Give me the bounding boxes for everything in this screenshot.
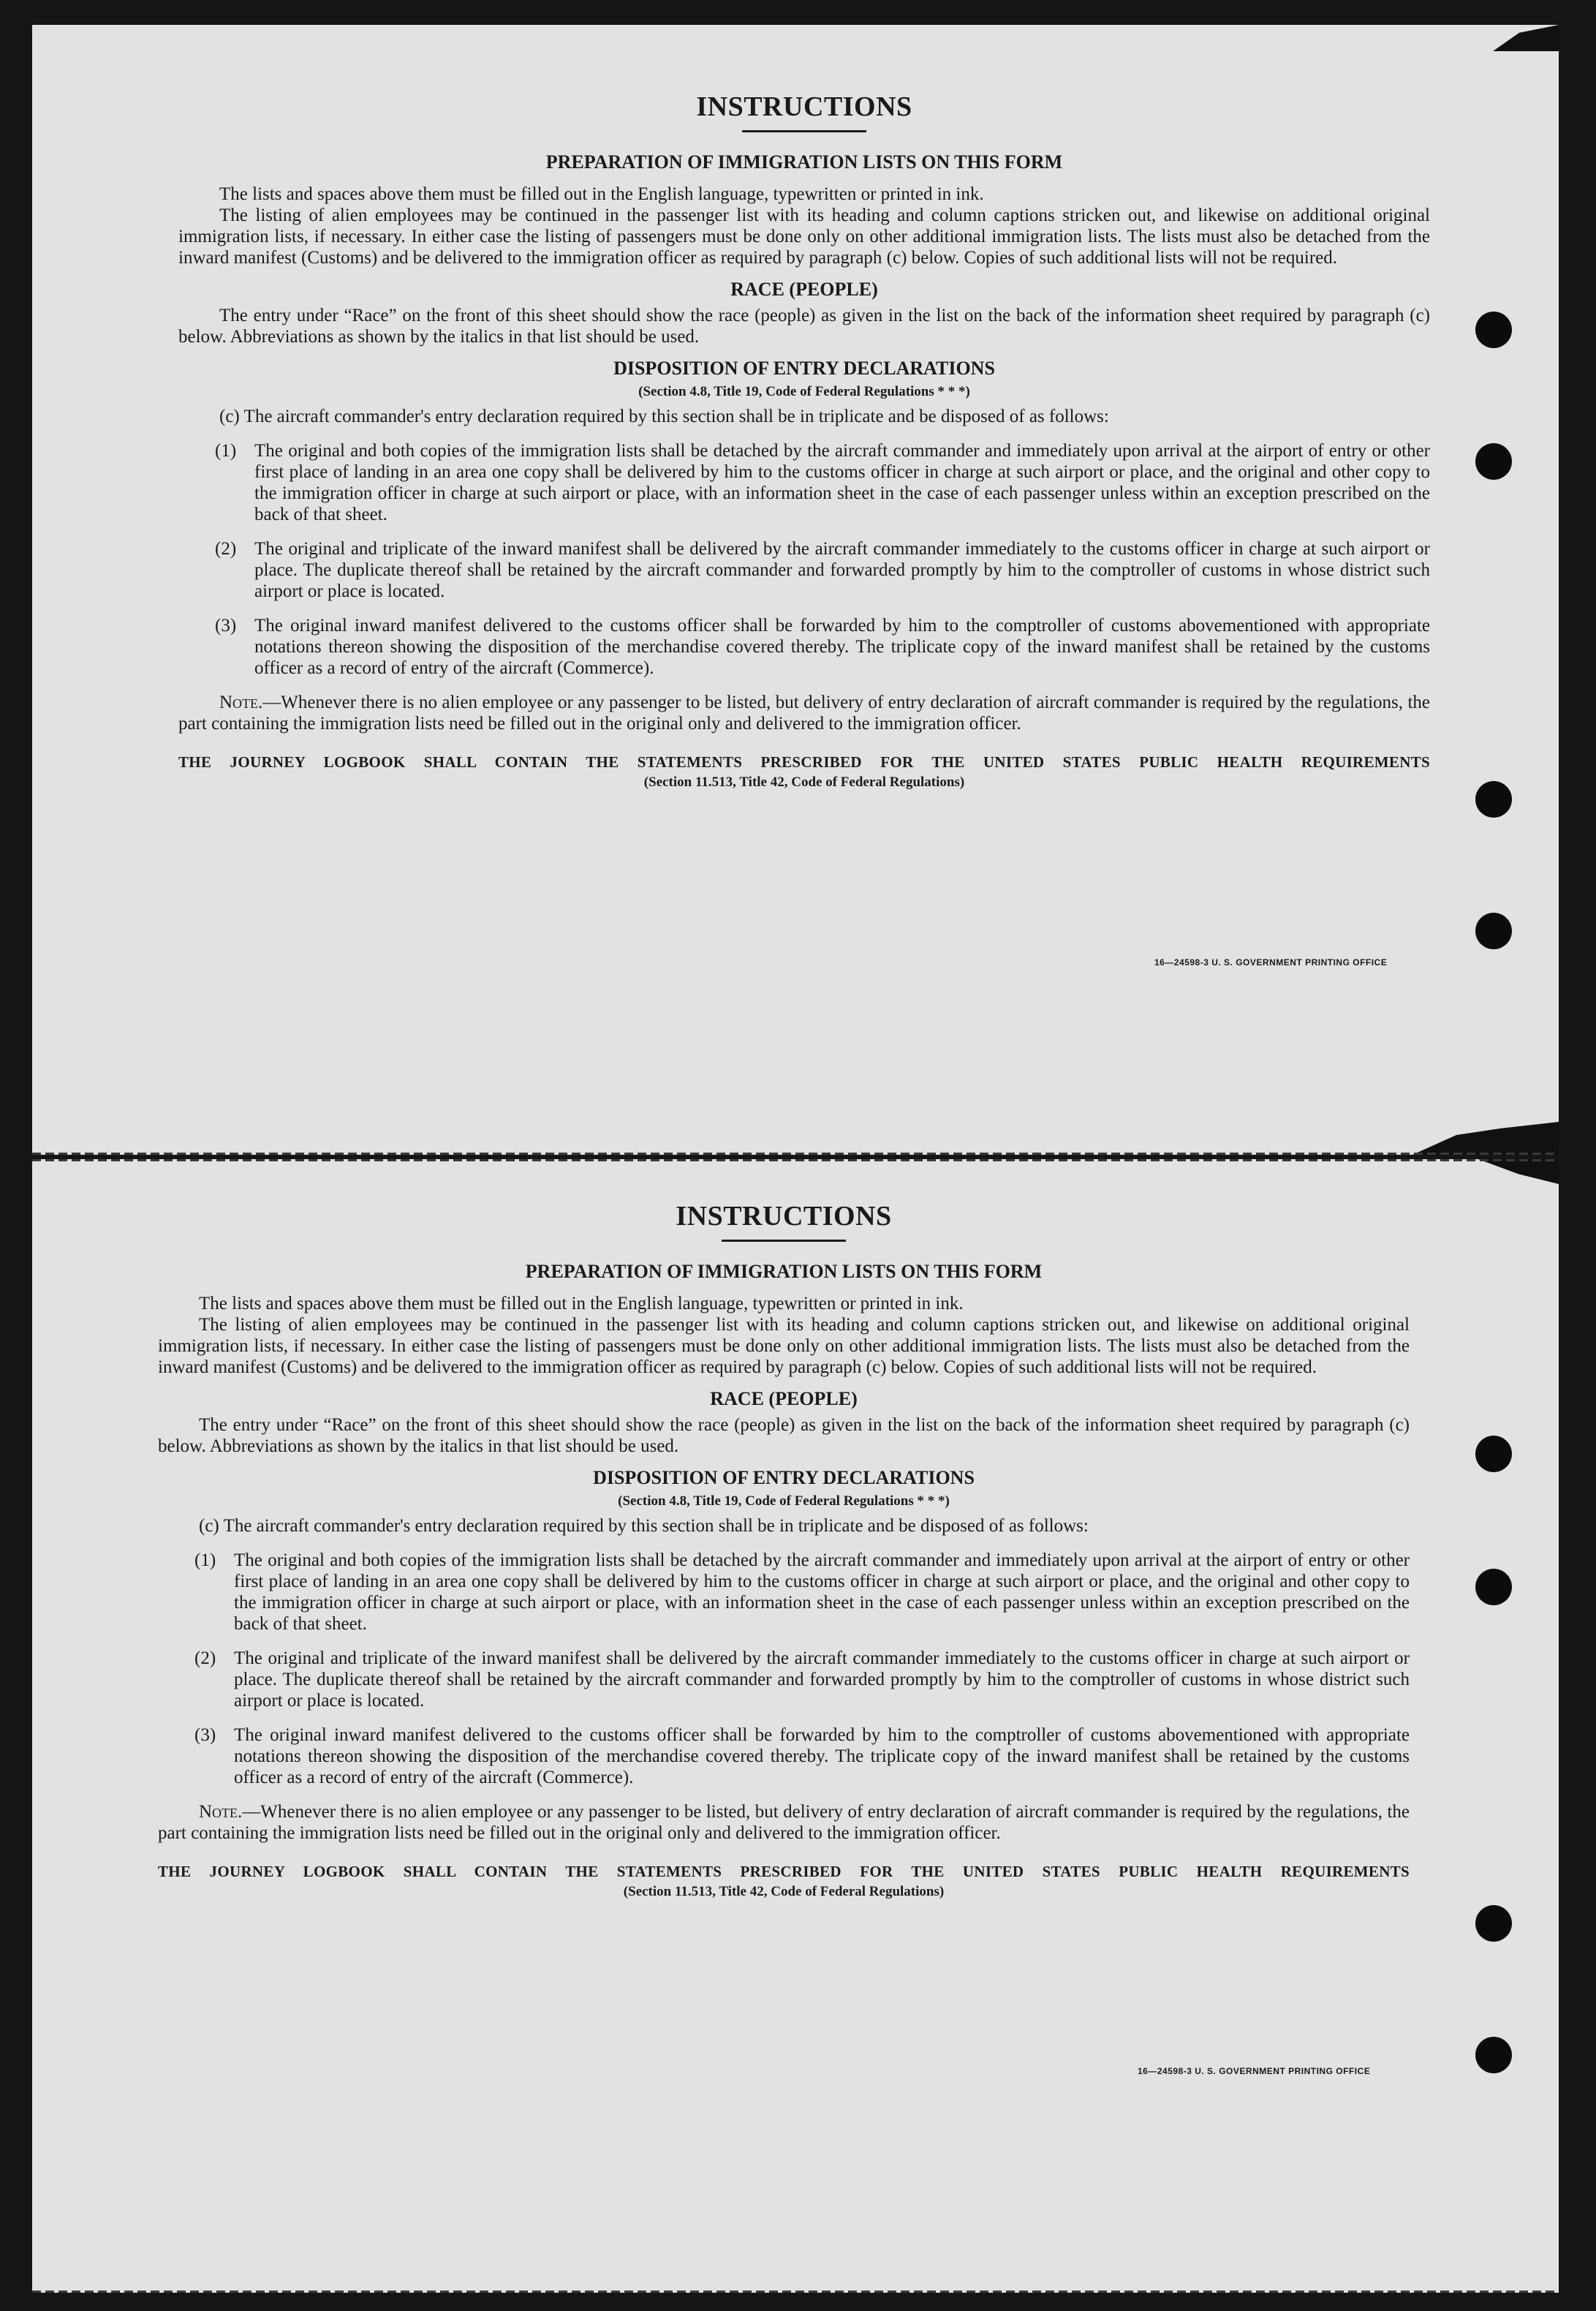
- torn-corner: [1478, 1159, 1559, 1184]
- printer-code: 16—24598-3 U. S. GOVERNMENT PRINTING OFFICE: [1154, 957, 1388, 968]
- paragraph: (c) The aircraft commander's entry declaration required by this section shall be in triplicate and be disposed of as follows:: [199, 1516, 1089, 1536]
- note-paragraph: [158, 1801, 1410, 1844]
- instruction-sheet-bottom: [32, 1159, 1559, 2293]
- list-item: [178, 615, 1430, 679]
- section-heading-preparation: PREPARATION OF IMMIGRATION LISTS ON THIS FORM: [525, 1261, 1043, 1282]
- title-rule: [722, 1240, 846, 1242]
- section-heading-disposition: DISPOSITION OF ENTRY DECLARATIONS: [613, 358, 995, 379]
- torn-edge: [1412, 1122, 1559, 1155]
- logbook-citation: (Section 11.513, Title 42, Code of Federal Regulations): [643, 774, 965, 790]
- logbook-statement: THE JOURNEY LOGBOOK SHALL CONTAIN THE STATEMENTS PRESCRIBED FOR THE UNITED STATES PUBLIC HEALTH REQUIREMENTS: [178, 753, 1430, 771]
- item-number: (3): [194, 1725, 216, 1745]
- punch-hole: [1475, 913, 1512, 949]
- page-title: INSTRUCTIONS: [696, 91, 912, 122]
- perforation-edge: [32, 1153, 1559, 1155]
- list-item: [158, 1648, 1410, 1711]
- list-item: [178, 440, 1430, 525]
- punch-hole: [1475, 1569, 1512, 1605]
- punch-hole: [1475, 312, 1512, 348]
- note-paragraph: [178, 692, 1430, 734]
- printer-code: 16—24598-3 U. S. GOVERNMENT PRINTING OFFICE: [1138, 2066, 1371, 2076]
- paragraph: The lists and spaces above them must be filled out in the English language, typewritten or printed in ink.: [199, 1294, 964, 1313]
- item-text: The original and triplicate of the inward manifest shall be delivered by the aircraft commander immediately to the customs officer in charge at such airport or place. The duplicate thereof shall be retained by the aircraft commander and forwarded promptly by him to the comptroller of customs in whose district such airport or place is located.: [234, 1648, 1410, 1711]
- item-number: (2): [215, 539, 237, 559]
- punch-hole: [1475, 443, 1512, 480]
- section-heading-preparation: PREPARATION OF IMMIGRATION LISTS ON THIS FORM: [545, 151, 1063, 173]
- page-title: INSTRUCTIONS: [676, 1201, 892, 1232]
- logbook-statement: THE JOURNEY LOGBOOK SHALL CONTAIN THE STATEMENTS PRESCRIBED FOR THE UNITED STATES PUBLIC HEALTH REQUIREMENTS: [158, 1863, 1410, 1880]
- paragraph: The lists and spaces above them must be filled out in the English language, typewritten or printed in ink.: [219, 184, 984, 204]
- section-heading-race: RACE (PEOPLE): [730, 279, 878, 300]
- note-text: —Whenever there is no alien employee or any passenger to be listed, but delivery of entry declaration of aircraft commander is required by the regulations, the part containing the immigration lists need be filled out in the original only and delivered to the immigration officer.: [178, 693, 1430, 734]
- sheet-content: [178, 91, 1430, 791]
- punch-hole: [1475, 781, 1512, 818]
- list-item: [158, 1724, 1410, 1788]
- sheet-content: [158, 1200, 1410, 1900]
- item-number: (3): [215, 616, 237, 636]
- item-number: (1): [215, 441, 237, 461]
- title-rule: [742, 130, 866, 132]
- list-item: [178, 538, 1430, 602]
- regulation-citation: (Section 4.8, Title 19, Code of Federal Regulations * * *): [618, 1493, 950, 1509]
- paragraph: The listing of alien employees may be continued in the passenger list with its heading and column captions stricken out, and likewise on additional original immigration lists, if necessary. In either case the listing of passengers must be done only on other additional immigration lists. The lists must also be detached from the inward manifest (Customs) and be delivered to the immigration officer as required by paragraph (c) below. Copies of such additional lists will not be required.: [178, 206, 1430, 268]
- paragraph: The entry under “Race” on the front of this sheet should show the race (people) as given in the list on the back of the information sheet required by paragraph (c) below. Abbreviations as shown by the italics in that list should be used.: [158, 1415, 1410, 1456]
- item-text: The original and triplicate of the inward manifest shall be delivered by the aircraft commander immediately to the customs officer in charge at such airport or place. The duplicate thereof shall be retained by the aircraft commander and forwarded promptly by him to the comptroller of customs in whose district such airport or place is located.: [254, 539, 1430, 601]
- paragraph: The entry under “Race” on the front of this sheet should show the race (people) as given in the list on the back of the information sheet required by paragraph (c) below. Abbreviations as shown by the italics in that list should be used.: [178, 306, 1430, 347]
- instruction-sheet-top: [32, 25, 1559, 1155]
- punch-hole: [1475, 1436, 1512, 1472]
- item-text: The original and both copies of the immigration lists shall be detached by the aircraft commander and immediately upon arrival at the airport of entry or other first place of landing in an area one copy shall be delivered by him to the customs officer in charge at such airport or place, and the original and other copy to the immigration officer in charge at such airport or place, with an information sheet in the case of each passenger unless within an exception prescribed on the back of that sheet.: [254, 441, 1430, 524]
- list-item: [158, 1550, 1410, 1635]
- item-text: The original inward manifest delivered to the customs officer shall be forwarded by him to the comptroller of customs abovementioned with appropriate notations thereon showing the disposition of the merchandise covered thereby. The triplicate copy of the inward manifest shall be retained by the customs officer as a record of entry of the aircraft (Commerce).: [254, 616, 1430, 678]
- section-heading-race: RACE (PEOPLE): [710, 1388, 858, 1409]
- note-label: Note.: [199, 1802, 243, 1822]
- punch-hole: [1475, 1905, 1512, 1942]
- torn-corner: [1493, 25, 1559, 51]
- item-text: The original and both copies of the immigration lists shall be detached by the aircraft commander and immediately upon arrival at the airport of entry or other first place of landing in an area one copy shall be delivered by him to the customs officer in charge at such airport or place, and the original and other copy to the immigration officer in charge at such airport or place, with an information sheet in the case of each passenger unless within an exception prescribed on the back of that sheet.: [234, 1550, 1410, 1634]
- item-number: (1): [194, 1550, 216, 1570]
- perforation-edge: [32, 1159, 1559, 1161]
- item-text: The original inward manifest delivered to the customs officer shall be forwarded by him to the comptroller of customs abovementioned with appropriate notations thereon showing the disposition of the merchandise covered thereby. The triplicate copy of the inward manifest shall be retained by the customs officer as a record of entry of the aircraft (Commerce).: [234, 1725, 1410, 1787]
- paragraph: The listing of alien employees may be continued in the passenger list with its heading and column captions stricken out, and likewise on additional original immigration lists, if necessary. In either case the listing of passengers must be done only on other additional immigration lists. The lists must also be detached from the inward manifest (Customs) and be delivered to the immigration officer as required by paragraph (c) below. Copies of such additional lists will not be required.: [158, 1315, 1410, 1377]
- section-heading-disposition: DISPOSITION OF ENTRY DECLARATIONS: [593, 1467, 975, 1488]
- perforation-edge: [32, 2291, 1559, 2293]
- logbook-citation: (Section 11.513, Title 42, Code of Federal Regulations): [623, 1884, 945, 1899]
- punch-hole: [1475, 2037, 1512, 2073]
- paragraph: (c) The aircraft commander's entry declaration required by this section shall be in triplicate and be disposed of as follows:: [219, 407, 1109, 426]
- note-label: Note.: [219, 693, 263, 712]
- item-number: (2): [194, 1648, 216, 1668]
- note-text: —Whenever there is no alien employee or any passenger to be listed, but delivery of entry declaration of aircraft commander is required by the regulations, the part containing the immigration lists need be filled out in the original only and delivered to the immigration officer.: [158, 1802, 1410, 1843]
- regulation-citation: (Section 4.8, Title 19, Code of Federal Regulations * * *): [638, 384, 970, 399]
